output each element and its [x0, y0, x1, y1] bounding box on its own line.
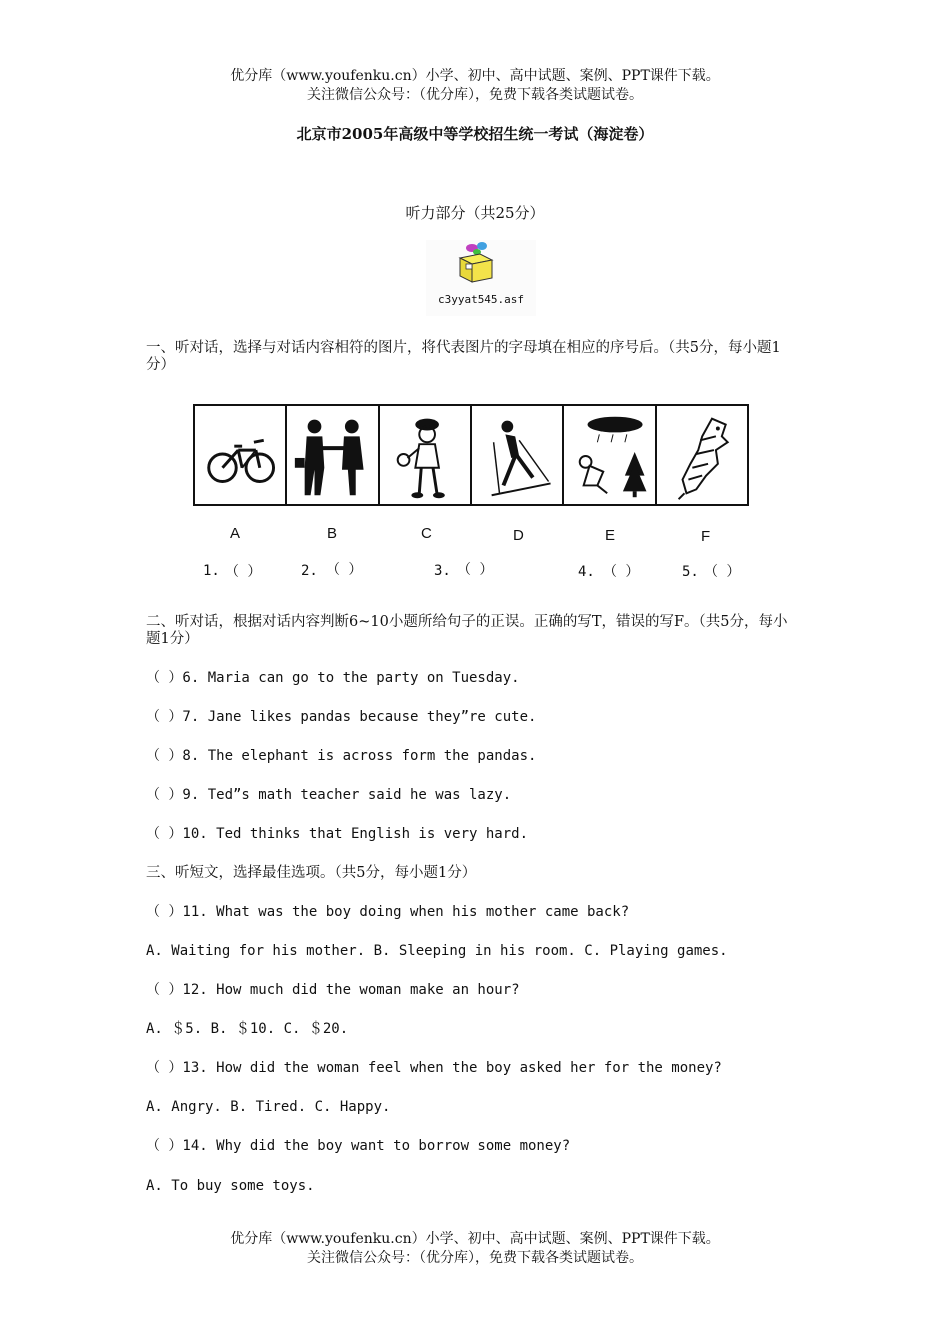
picture-e [564, 406, 656, 504]
listening-title: 听力部分（共25分） [405, 204, 545, 222]
header-line-2: 关注微信公众号：（优分库），免费下载各类试题试卷。 [307, 87, 643, 103]
rain-boy-icon [564, 406, 654, 504]
question-6: （ ）6. Maria can go to the party on Tuesday. [146, 670, 520, 686]
exam-title: 北京市2005年高级中等学校招生统一考试（海淀卷） [296, 125, 654, 143]
footer-line-1: 优分库（www.youfenku.cn）小学、初中、高中试题、案例、PPT课件下载。 [230, 1231, 720, 1247]
picture-label-d: D [513, 527, 524, 544]
answer-3-number: 3. [434, 563, 451, 579]
picture-label-c: C [421, 525, 432, 542]
picture-d [472, 406, 564, 504]
picture-strip [193, 404, 749, 506]
picture-label-e: E [605, 527, 616, 544]
picture-label-a: A [230, 525, 241, 542]
bicycle-icon [195, 406, 285, 504]
bird-icon [657, 406, 747, 504]
picture-a [195, 406, 287, 504]
package-icon [426, 240, 536, 300]
header-line-1: 优分库（www.youfenku.cn）小学、初中、高中试题、案例、PPT课件下载。 [230, 68, 720, 84]
answer-5-number: 5. [682, 564, 699, 580]
handshake-icon [287, 406, 377, 504]
question-9: （ ）9. Ted”s math teacher said he was lazy. [146, 787, 512, 803]
media-file[interactable] [426, 240, 536, 316]
picture-f [657, 406, 747, 504]
picture-b [287, 406, 379, 504]
file-name: c3yyat545.asf [437, 293, 525, 306]
question-12-options: A. ＄5. B. ＄10. C. ＄20. [146, 1021, 349, 1037]
answer-2-number: 2. [301, 563, 318, 579]
picture-c [380, 406, 472, 504]
answer-4-blank[interactable]: （ ） [603, 564, 640, 580]
question-7: （ ）7. Jane likes pandas because they”re cute. [146, 709, 537, 725]
question-11-options: A. Waiting for his mother. B. Sleeping in his room. C. Playing games. [146, 943, 728, 959]
part2-instruction: 二、听对话，根据对话内容判断6~10小题所给句子的正误。正确的写T，错误的写F。（共5分，每小题1分） [146, 614, 788, 647]
question-14-options: A. To buy some toys. [146, 1178, 315, 1194]
answer-4-number: 4. [578, 564, 595, 580]
question-13-options: A. Angry. B. Tired. C. Happy. [146, 1099, 391, 1115]
question-12: （ ）12. How much did the woman make an hour? [146, 982, 520, 998]
question-11: （ ）11. What was the boy doing when his mother came back? [146, 904, 630, 920]
child-basketball-icon [380, 406, 470, 504]
answer-3-blank[interactable]: （ ） [457, 562, 494, 578]
picture-label-b: B [327, 525, 338, 542]
picture-label-f: F [701, 528, 711, 545]
question-14: （ ）14. Why did the boy want to borrow some money? [146, 1138, 571, 1154]
footer-line-2: 关注微信公众号：（优分库），免费下载各类试题试卷。 [307, 1250, 643, 1266]
answer-1-number: 1. [203, 563, 220, 579]
answer-5-blank[interactable]: （ ） [704, 564, 741, 580]
question-10: （ ）10. Ted thinks that English is very hard. [146, 826, 529, 842]
question-13: （ ）13. How did the woman feel when the boy asked her for the money? [146, 1060, 722, 1076]
answer-1-blank[interactable]: （ ） [225, 564, 262, 580]
part3-instruction: 三、听短文，选择最佳选项。（共5分，每小题1分） [146, 865, 477, 881]
answer-2-blank[interactable]: （ ） [326, 562, 363, 578]
question-8: （ ）8. The elephant is across form the pandas. [146, 748, 537, 764]
part1-instruction: 一、听对话，选择与对话内容相符的图片，将代表图片的字母填在相应的序号后。（共5分，每小题1分） [146, 340, 781, 373]
skier-icon [472, 406, 562, 504]
